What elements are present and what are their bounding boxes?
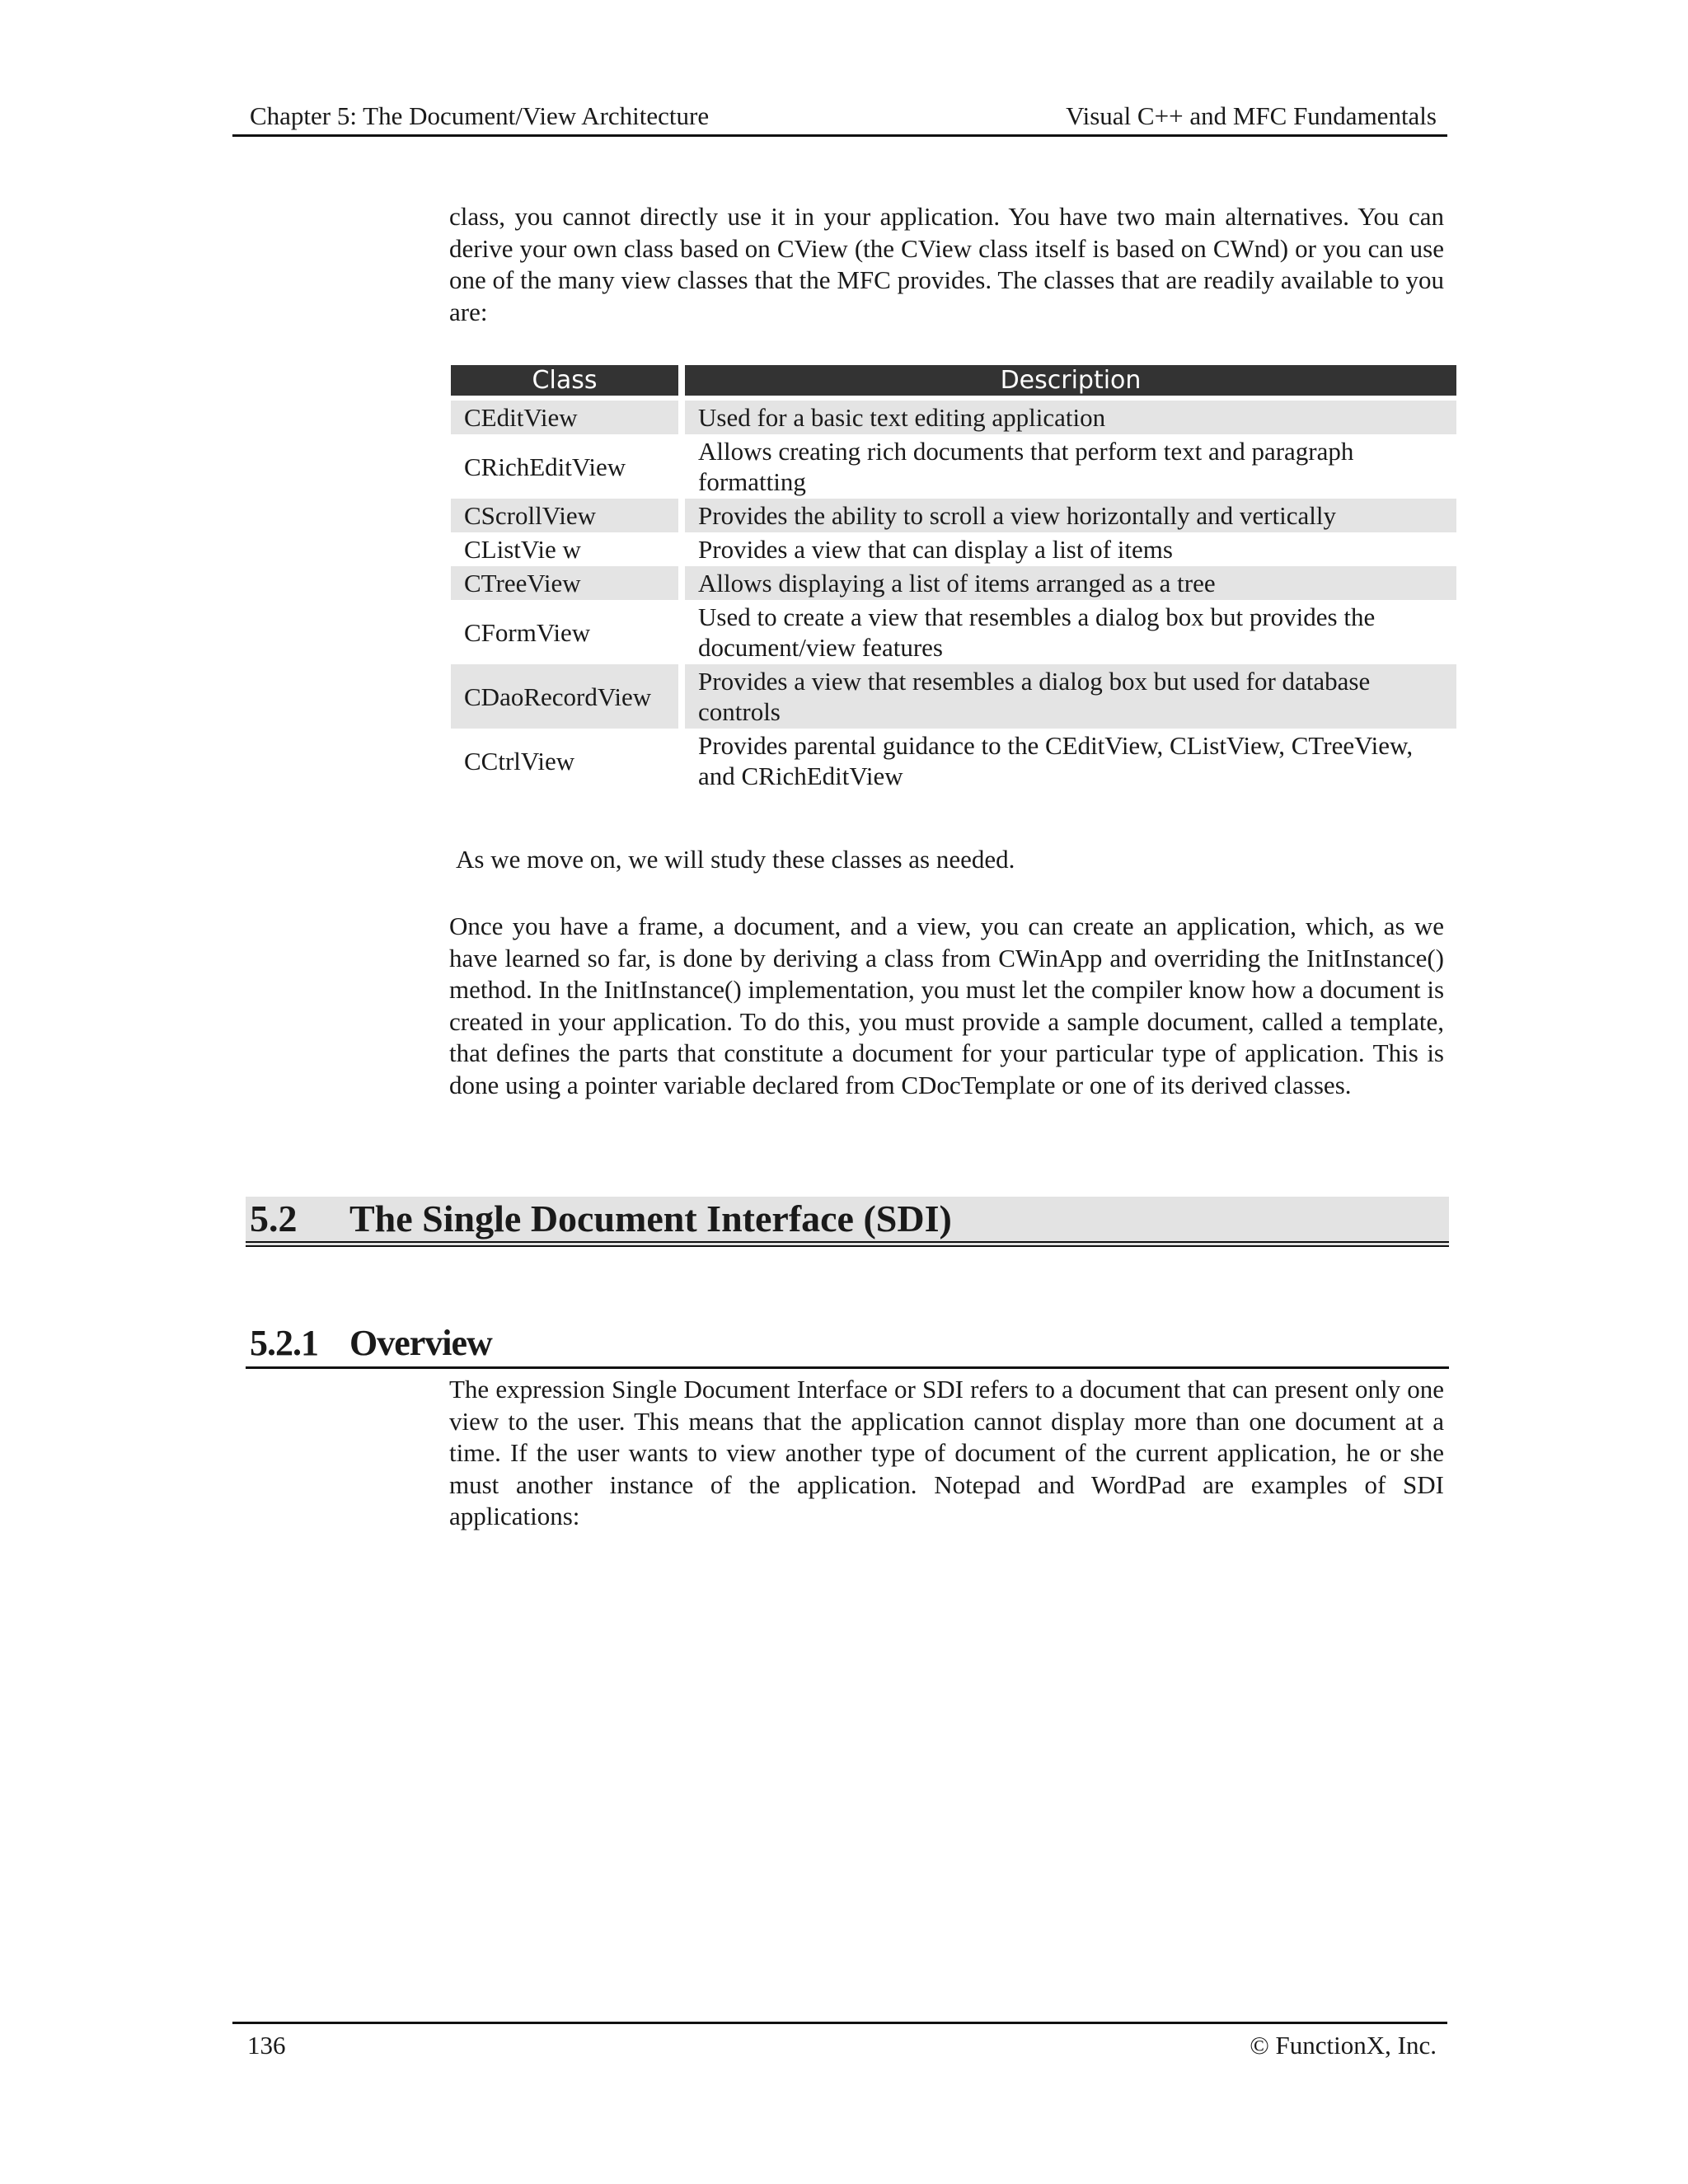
description-cell: Allows creating rich documents that perform text and paragraph formatting <box>698 437 1354 496</box>
table-row <box>451 729 1456 793</box>
table-row <box>451 566 1456 600</box>
running-header <box>232 97 1447 137</box>
subsection-title: Overview <box>349 1323 492 1363</box>
class-cell: CTreeView <box>451 566 678 600</box>
after-table-paragraph: As we move on, we will study these classes as needed. <box>456 845 1015 874</box>
table-row <box>451 401 1456 434</box>
column-header-class: Class <box>451 365 678 396</box>
class-cell: CDaoRecordView <box>451 664 678 729</box>
description-cell: Provides parental guidance to the CEditView, CListView, CTreeView, and CRichEditView <box>698 731 1414 790</box>
after-table-paragraph-block <box>456 844 1451 876</box>
column-header-description: Description <box>685 365 1456 396</box>
description-cell: Provides a view that resembles a dialog box but used for database controls <box>685 664 1456 729</box>
section-title: The Single Document Interface (SDI) <box>349 1197 952 1240</box>
intro-paragraph: class, you cannot directly use it in your application. You have two main alternatives. You can derive your own class based on CView (the CView class itself is based on CWnd) or you can use one of the many view classes that the MFC provides. The classes that are readily available to you are: <box>449 202 1444 326</box>
table-row <box>451 434 1456 499</box>
template-paragraph: Once you have a frame, a document, and a view, you can create an application, which, as we have learned so far, is done by deriving a class from CWinApp and overriding the InitInstance() method. In the InitInstance() implementation, you must let the compiler know how a document is created in your application. To do this, you must provide a sample document, called a template, that defines the parts that constitute a document for your particular type of application. This is done using a pointer variable declared from CDocTemplate or one of its derived classes. <box>449 912 1445 1099</box>
intro-paragraph-block <box>449 201 1444 328</box>
chapter-title: Chapter 5: The Document/View Architecture <box>250 101 710 130</box>
class-cell: CCtrlView <box>464 746 575 776</box>
page-number: 136 <box>247 2031 286 2060</box>
table-row <box>451 499 1456 532</box>
description-cell: Used for a basic text editing application <box>685 401 1456 434</box>
class-cell: CRichEditView <box>464 452 626 481</box>
subsection-heading <box>246 1320 1449 1369</box>
overview-paragraph-block <box>449 1374 1444 1533</box>
overview-paragraph: The expression Single Document Interface or SDI refers to a document that can present only one view to the user. This means that the application cannot display more than one document at a time. If the user wants to view another type of document of the current application, he or she must another instance of the application. Notepad and WordPad are examples of SDI applications: <box>449 1375 1444 1530</box>
copyright-notice: © FunctionX, Inc. <box>1250 2031 1437 2060</box>
section-number: 5.2 <box>250 1197 298 1240</box>
description-cell: Allows displaying a list of items arranged as a tree <box>685 566 1456 600</box>
description-cell: Provides a view that can display a list of items <box>698 535 1173 564</box>
section-heading <box>246 1197 1449 1247</box>
description-cell: Used to create a view that resembles a dialog box but provides the document/view features <box>698 602 1376 662</box>
template-paragraph-block <box>449 911 1444 1101</box>
description-cell: Provides the ability to scroll a view horizontally and vertically <box>685 499 1456 532</box>
table-row <box>451 532 1456 566</box>
view-classes-table <box>451 365 1456 793</box>
book-title: Visual C++ and MFC Fundamentals <box>1066 101 1437 130</box>
class-cell: CEditView <box>451 401 678 434</box>
table-row <box>451 600 1456 664</box>
table-row <box>451 664 1456 729</box>
table-header-row <box>451 365 1456 396</box>
page-footer <box>232 2022 1447 2060</box>
subsection-number: 5.2.1 <box>250 1323 318 1363</box>
class-cell: CListVie w <box>464 535 581 564</box>
class-cell: CScrollView <box>451 499 678 532</box>
class-cell: CFormView <box>464 617 591 647</box>
